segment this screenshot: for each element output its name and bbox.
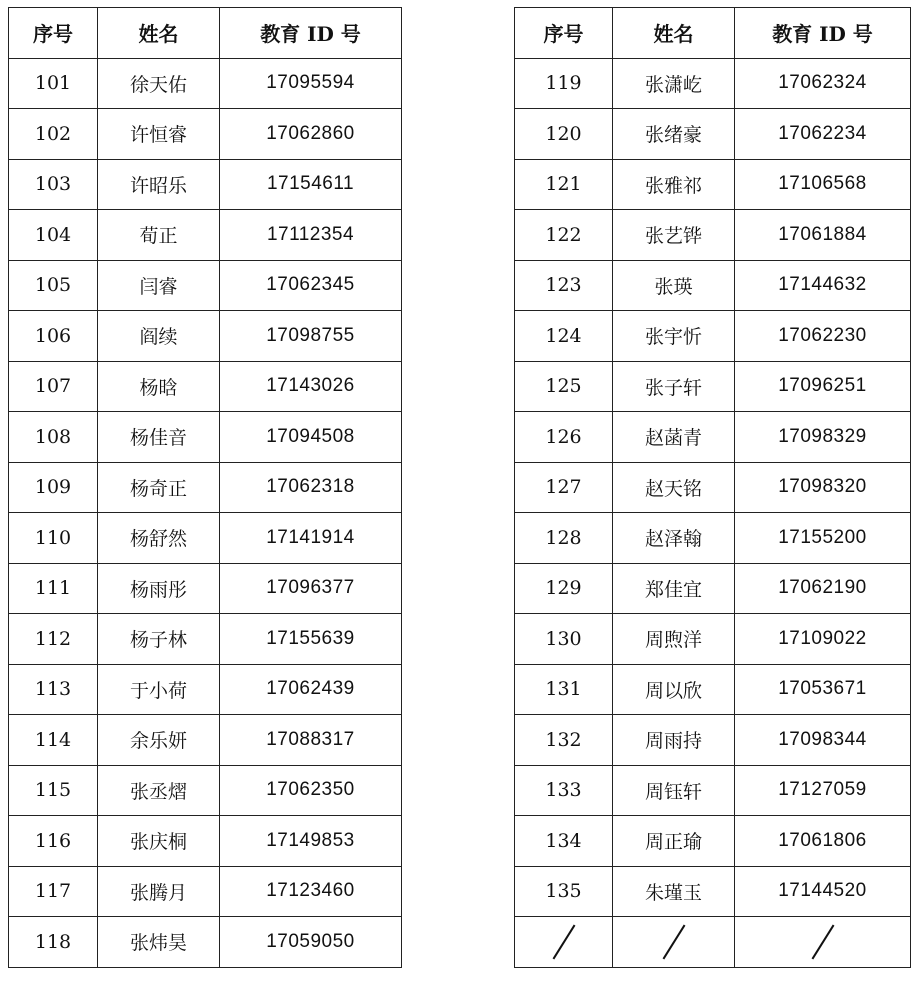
student-name: 周以欣	[613, 664, 735, 715]
education-id: 17098320	[735, 462, 911, 513]
empty-cell-slash	[613, 917, 735, 968]
header-edu-id: 教育 ID 号	[735, 8, 911, 59]
education-id: 17062318	[220, 462, 402, 513]
education-id: 17088317	[220, 715, 402, 766]
student-name: 杨子林	[98, 614, 220, 665]
row-number: 111	[9, 563, 98, 614]
education-id: 17053671	[735, 664, 911, 715]
student-name: 余乐妍	[98, 715, 220, 766]
student-name: 郑佳宜	[613, 563, 735, 614]
row-number: 112	[9, 614, 98, 665]
row-number: 128	[515, 513, 613, 564]
student-name: 周钰轩	[613, 765, 735, 816]
student-name: 张丞熠	[98, 765, 220, 816]
header-name: 姓名	[98, 8, 220, 59]
student-name: 徐天佑	[98, 58, 220, 109]
table-row	[515, 513, 911, 564]
student-name: 张炜昊	[98, 917, 220, 968]
student-name: 张潇屹	[613, 58, 735, 109]
table-row	[515, 462, 911, 513]
table-row	[9, 412, 402, 463]
header-name: 姓名	[613, 8, 735, 59]
education-id: 17143026	[220, 361, 402, 412]
table-row	[9, 210, 402, 261]
row-number: 125	[515, 361, 613, 412]
education-id: 17109022	[735, 614, 911, 665]
row-number: 130	[515, 614, 613, 665]
student-name: 杨奇正	[98, 462, 220, 513]
student-name: 周正瑜	[613, 816, 735, 867]
student-name: 杨雨彤	[98, 563, 220, 614]
education-id: 17149853	[220, 816, 402, 867]
slash-mark-icon	[811, 924, 834, 959]
table-row	[515, 412, 911, 463]
table-row	[515, 866, 911, 917]
student-name: 阎续	[98, 311, 220, 362]
table-row	[9, 715, 402, 766]
row-number: 127	[515, 462, 613, 513]
table-row	[515, 664, 911, 715]
header-edu-id: 教育 ID 号	[220, 8, 402, 59]
row-number: 115	[9, 765, 98, 816]
table-row	[9, 917, 402, 968]
slash-mark-icon	[662, 924, 685, 959]
student-name: 杨晗	[98, 361, 220, 412]
row-number: 108	[9, 412, 98, 463]
education-id: 17062324	[735, 58, 911, 109]
table-row	[9, 816, 402, 867]
education-id: 17062350	[220, 765, 402, 816]
header-row	[515, 8, 911, 59]
row-number: 120	[515, 109, 613, 160]
table-row	[9, 58, 402, 109]
education-id: 17112354	[220, 210, 402, 261]
education-id: 17098329	[735, 412, 911, 463]
education-id: 17096377	[220, 563, 402, 614]
row-number: 132	[515, 715, 613, 766]
student-name: 杨佳音	[98, 412, 220, 463]
student-name: 周雨持	[613, 715, 735, 766]
row-number: 134	[515, 816, 613, 867]
table-row	[9, 109, 402, 160]
row-number: 105	[9, 260, 98, 311]
education-id: 17098344	[735, 715, 911, 766]
table-row	[9, 513, 402, 564]
education-id: 17098755	[220, 311, 402, 362]
row-number: 101	[9, 58, 98, 109]
education-id: 17144520	[735, 866, 911, 917]
table-row	[9, 664, 402, 715]
roster-body-left	[9, 58, 402, 967]
student-name: 张腾月	[98, 866, 220, 917]
table-row	[9, 311, 402, 362]
row-number: 109	[9, 462, 98, 513]
row-number: 133	[515, 765, 613, 816]
education-id: 17123460	[220, 866, 402, 917]
education-id: 17062439	[220, 664, 402, 715]
education-id: 17095594	[220, 58, 402, 109]
student-name: 于小荷	[98, 664, 220, 715]
row-number: 117	[9, 866, 98, 917]
row-number: 122	[515, 210, 613, 261]
education-id: 17062860	[220, 109, 402, 160]
student-name: 许恒睿	[98, 109, 220, 160]
table-row	[515, 765, 911, 816]
education-id: 17106568	[735, 159, 911, 210]
table-row	[515, 614, 911, 665]
empty-cell-slash	[515, 917, 613, 968]
table-row	[9, 260, 402, 311]
row-number: 113	[9, 664, 98, 715]
student-name: 赵泽翰	[613, 513, 735, 564]
table-row	[515, 58, 911, 109]
row-number: 118	[9, 917, 98, 968]
row-number: 123	[515, 260, 613, 311]
student-name: 闫睿	[98, 260, 220, 311]
empty-cell-slash	[735, 917, 911, 968]
roster-table-right	[514, 7, 911, 968]
row-number: 107	[9, 361, 98, 412]
row-number: 129	[515, 563, 613, 614]
table-row	[9, 614, 402, 665]
student-name: 张雅祁	[613, 159, 735, 210]
student-name: 张庆桐	[98, 816, 220, 867]
student-name: 张子轩	[613, 361, 735, 412]
row-number: 103	[9, 159, 98, 210]
student-name: 杨舒然	[98, 513, 220, 564]
table-row	[515, 361, 911, 412]
row-number: 110	[9, 513, 98, 564]
education-id: 17061806	[735, 816, 911, 867]
row-number: 119	[515, 58, 613, 109]
row-number: 102	[9, 109, 98, 160]
education-id: 17155639	[220, 614, 402, 665]
student-name: 许昭乐	[98, 159, 220, 210]
row-number: 106	[9, 311, 98, 362]
table-row	[9, 866, 402, 917]
education-id: 17062234	[735, 109, 911, 160]
table-row	[515, 159, 911, 210]
slash-mark-icon	[552, 924, 575, 959]
education-id: 17144632	[735, 260, 911, 311]
table-row	[515, 311, 911, 362]
table-row	[9, 765, 402, 816]
student-name: 张艺铧	[613, 210, 735, 261]
row-number: 126	[515, 412, 613, 463]
row-number: 114	[9, 715, 98, 766]
row-number: 135	[515, 866, 613, 917]
table-row	[515, 210, 911, 261]
education-id: 17141914	[220, 513, 402, 564]
row-number: 104	[9, 210, 98, 261]
student-name: 周煦洋	[613, 614, 735, 665]
roster-body-right	[515, 58, 911, 967]
roster-table-left	[8, 7, 402, 968]
table-row	[515, 715, 911, 766]
education-id: 17127059	[735, 765, 911, 816]
education-id: 17062230	[735, 311, 911, 362]
education-id: 17061884	[735, 210, 911, 261]
table-row	[515, 260, 911, 311]
header-row	[9, 8, 402, 59]
table-row	[9, 563, 402, 614]
student-name: 张绪豪	[613, 109, 735, 160]
education-id: 17062345	[220, 260, 402, 311]
table-row	[9, 462, 402, 513]
student-name: 赵菡青	[613, 412, 735, 463]
header-no: 序号	[9, 8, 98, 59]
table-row	[515, 109, 911, 160]
row-number: 121	[515, 159, 613, 210]
education-id: 17059050	[220, 917, 402, 968]
education-id: 17062190	[735, 563, 911, 614]
student-name: 荀正	[98, 210, 220, 261]
education-id: 17155200	[735, 513, 911, 564]
row-number: 116	[9, 816, 98, 867]
student-name: 朱瑾玉	[613, 866, 735, 917]
table-row	[515, 816, 911, 867]
student-name: 张瑛	[613, 260, 735, 311]
header-no: 序号	[515, 8, 613, 59]
student-name: 张宇忻	[613, 311, 735, 362]
table-row	[9, 159, 402, 210]
education-id: 17154611	[220, 159, 402, 210]
row-number: 131	[515, 664, 613, 715]
student-name: 赵天铭	[613, 462, 735, 513]
education-id: 17096251	[735, 361, 911, 412]
table-row	[9, 361, 402, 412]
row-number: 124	[515, 311, 613, 362]
education-id: 17094508	[220, 412, 402, 463]
empty-row	[515, 917, 911, 968]
table-row	[515, 563, 911, 614]
